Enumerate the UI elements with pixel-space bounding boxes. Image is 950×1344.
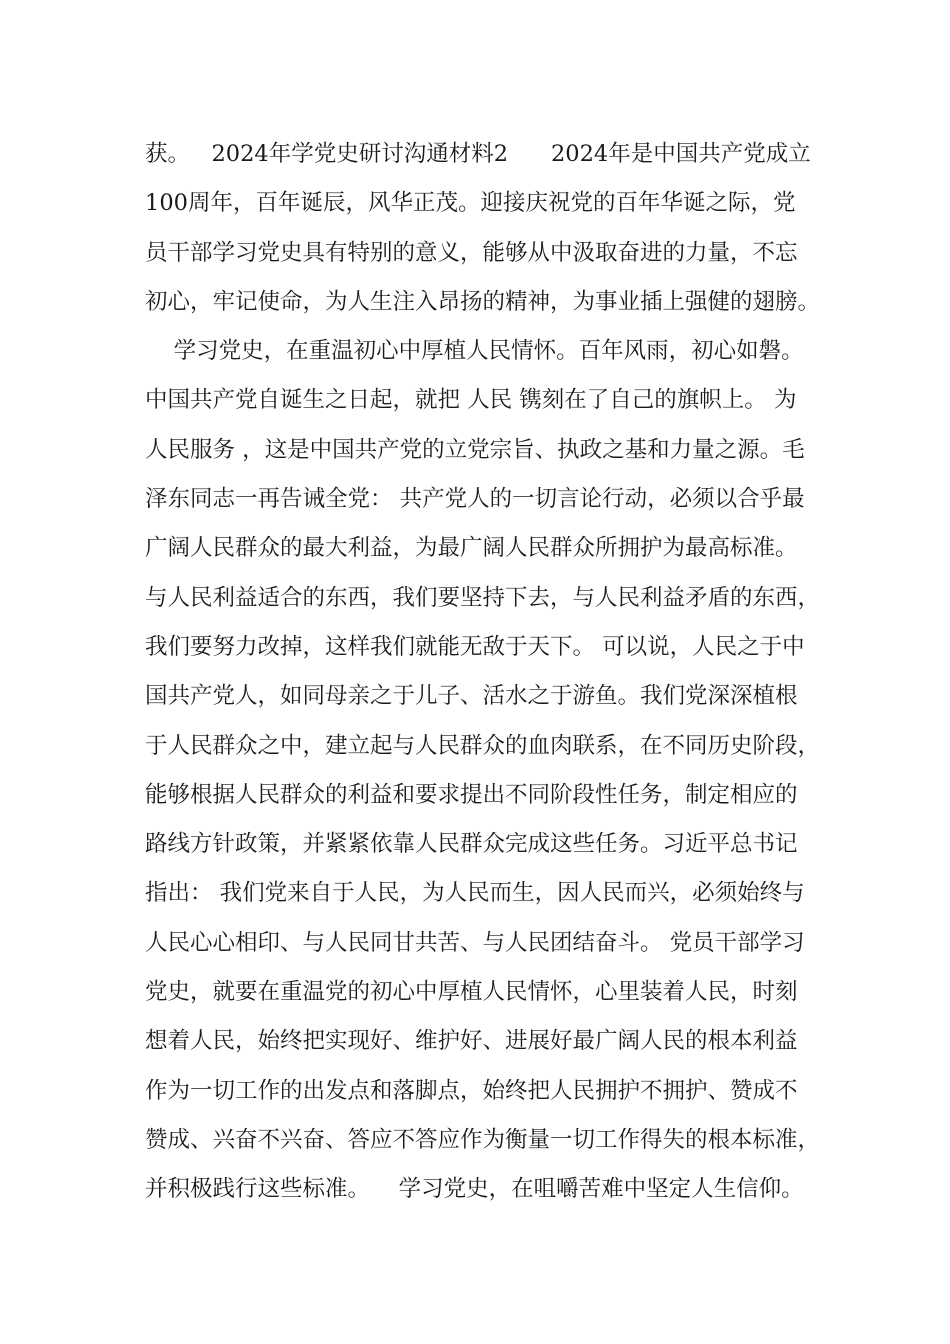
text-line: 作为一切工作的出发点和落脚点，始终把人民拥护不拥护、赞成不 [145,1077,798,1104]
text-line: 我们要努力改掉，这样我们就能无敌于天下。 可以说，人民之于中 [145,633,805,660]
text-line: 人民服务 ，这是中国共产党的立党宗旨、执政之基和力量之源。毛 [145,436,805,463]
text-line: 广阔人民群众的最大利益，为最广阔人民群众所拥护为最高标准。 [145,535,798,562]
text-line: 路线方针政策，并紧紧依靠人民群众完成这些任务。习近平总书记 [145,831,798,858]
text-line: 赞成、兴奋不兴奋、答应不答应作为衡量一切工作得失的根本标准， [145,1126,821,1153]
body-text [145,130,825,1215]
text-line: 并积极践行这些标准。 学习党史，在咀嚼苦难中坚定人生信仰。 [145,1176,804,1203]
text-line: 国共产党人，如同母亲之于儿子、活水之于游鱼。我们党深深植根 [145,683,798,710]
text-line: 泽东同志一再告诫全党： 共产党人的一切言论行动，必须以合乎最 [145,486,805,513]
text-line: 获。 2024年学党史研讨沟通材料2 2024年是中国共产党成立 [145,141,811,167]
text-line: 指出： 我们党来自于人民，为人民而生，因人民而兴，必须始终与 [145,880,805,907]
text-line: 于人民群众之中，建立起与人民群众的血肉联系，在不同历史阶段， [145,732,821,759]
text-line: 中国共产党自诞生之日起，就把 人民 镌刻在了自己的旗帜上。 为 [145,387,797,414]
text-line: 100周年，百年诞辰，风华正茂。迎接庆祝党的百年华诞之际，党 [145,190,796,217]
text-line: 学习党史，在重温初心中厚植人民情怀。百年风雨，初心如磐。 [145,338,804,365]
text-line: 员干部学习党史具有特别的意义，能够从中汲取奋进的力量，不忘 [145,239,798,266]
text-line: 人民心心相印、与人民同甘共苦、与人民团结奋斗。 党员干部学习 [145,929,805,956]
text-line: 党史，就要在重温党的初心中厚植人民情怀，心里装着人民，时刻 [145,979,798,1006]
text-line: 与人民利益适合的东西，我们要坚持下去，与人民利益矛盾的东西， [145,584,821,611]
text-line: 想着人民，始终把实现好、维护好、进展好最广阔人民的根本利益 [145,1028,798,1055]
text-line: 能够根据人民群众的利益和要求提出不同阶段性任务，制定相应的 [145,781,798,808]
text-line: 初心，牢记使命，为人生注入昂扬的精神，为事业插上强健的翅膀。 [145,288,821,315]
